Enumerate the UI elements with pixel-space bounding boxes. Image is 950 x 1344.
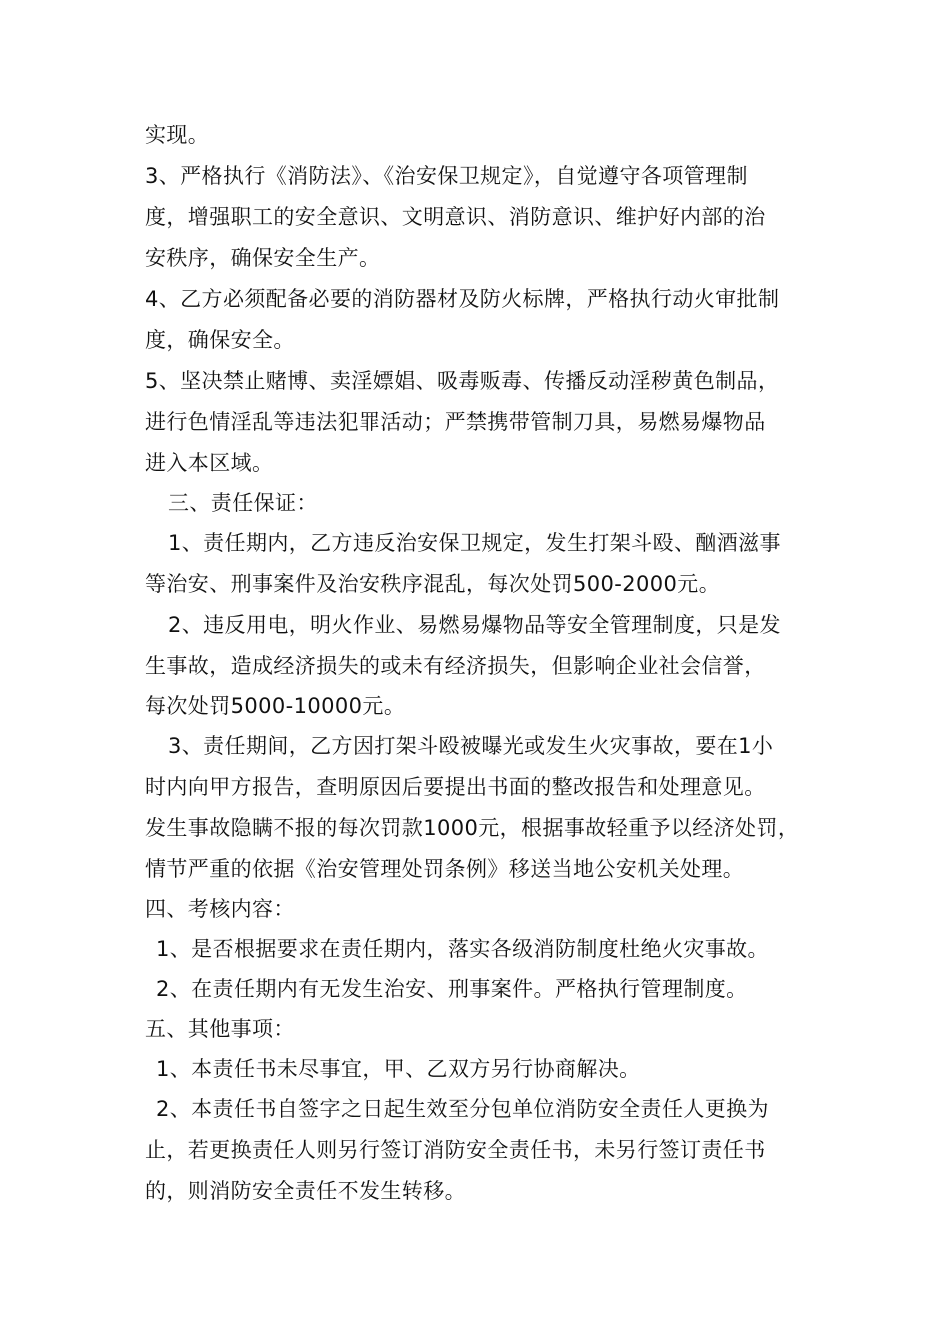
text-line: 发生事故隐瞒不报的每次罚款1000元，根据事故轻重予以经济处罚， (145, 816, 800, 840)
text-line: 情节严重的依据《治安管理处罚条例》移送当地公安机关处理。 (145, 857, 745, 881)
text-line: 2、违反用电，明火作业、易燃易爆物品等安全管理制度，只是发 (168, 613, 781, 637)
text-line: 等治安、刑事案件及治安秩序混乱，每次处罚500-2000元。 (145, 572, 721, 596)
section-heading: 四、考核内容： (145, 897, 295, 921)
text-line: 1、是否根据要求在责任期内，落实各级消防制度杜绝火灾事故。 (156, 937, 769, 961)
text-line: 3、责任期间，乙方因打架斗殴被曝光或发生火灾事故，要在1小 (168, 734, 774, 758)
text-line: 3、严格执行《消防法》、《治安保卫规定》，自觉遵守各项管理制 (145, 164, 748, 188)
section-heading: 五、其他事项： (145, 1017, 295, 1041)
text-line: 进入本区域。 (145, 451, 274, 475)
section-heading: 三、责任保证： (168, 491, 318, 515)
text-line: 2、本责任书自签字之日起生效至分包单位消防安全责任人更换为 (156, 1097, 769, 1121)
text-line: 进行色情淫乱等违法犯罪活动；严禁携带管制刀具，易燃易爆物品 (145, 410, 766, 434)
text-line: 1、责任期内，乙方违反治安保卫规定，发生打架斗殴、酗酒滋事 (168, 531, 781, 555)
text-line: 每次处罚5000-10000元。 (145, 694, 406, 718)
text-line: 生事故，造成经济损失的或未有经济损失，但影响企业社会信誉， (145, 654, 766, 678)
text-line: 度，增强职工的安全意识、文明意识、消防意识、维护好内部的治 (145, 205, 766, 229)
text-line: 实现。 (145, 123, 210, 147)
text-line: 止，若更换责任人则另行签订消防安全责任书，未另行签订责任书 (145, 1138, 766, 1162)
text-line: 时内向甲方报告，查明原因后要提出书面的整改报告和处理意见。 (145, 775, 766, 799)
text-line: 2、在责任期内有无发生治安、刑事案件。严格执行管理制度。 (156, 977, 748, 1001)
text-line: 4、乙方必须配备必要的消防器材及防火标牌，严格执行动火审批制 (145, 287, 780, 311)
text-line: 的，则消防安全责任不发生转移。 (145, 1179, 466, 1203)
text-line: 5、坚决禁止赌博、卖淫嫖娼、吸毒贩毒、传播反动淫秽黄色制品， (145, 369, 780, 393)
text-line: 度，确保安全。 (145, 328, 295, 352)
text-line: 安秩序，确保安全生产。 (145, 246, 381, 270)
text-line: 1、本责任书未尽事宜，甲、乙双方另行协商解决。 (156, 1057, 641, 1081)
